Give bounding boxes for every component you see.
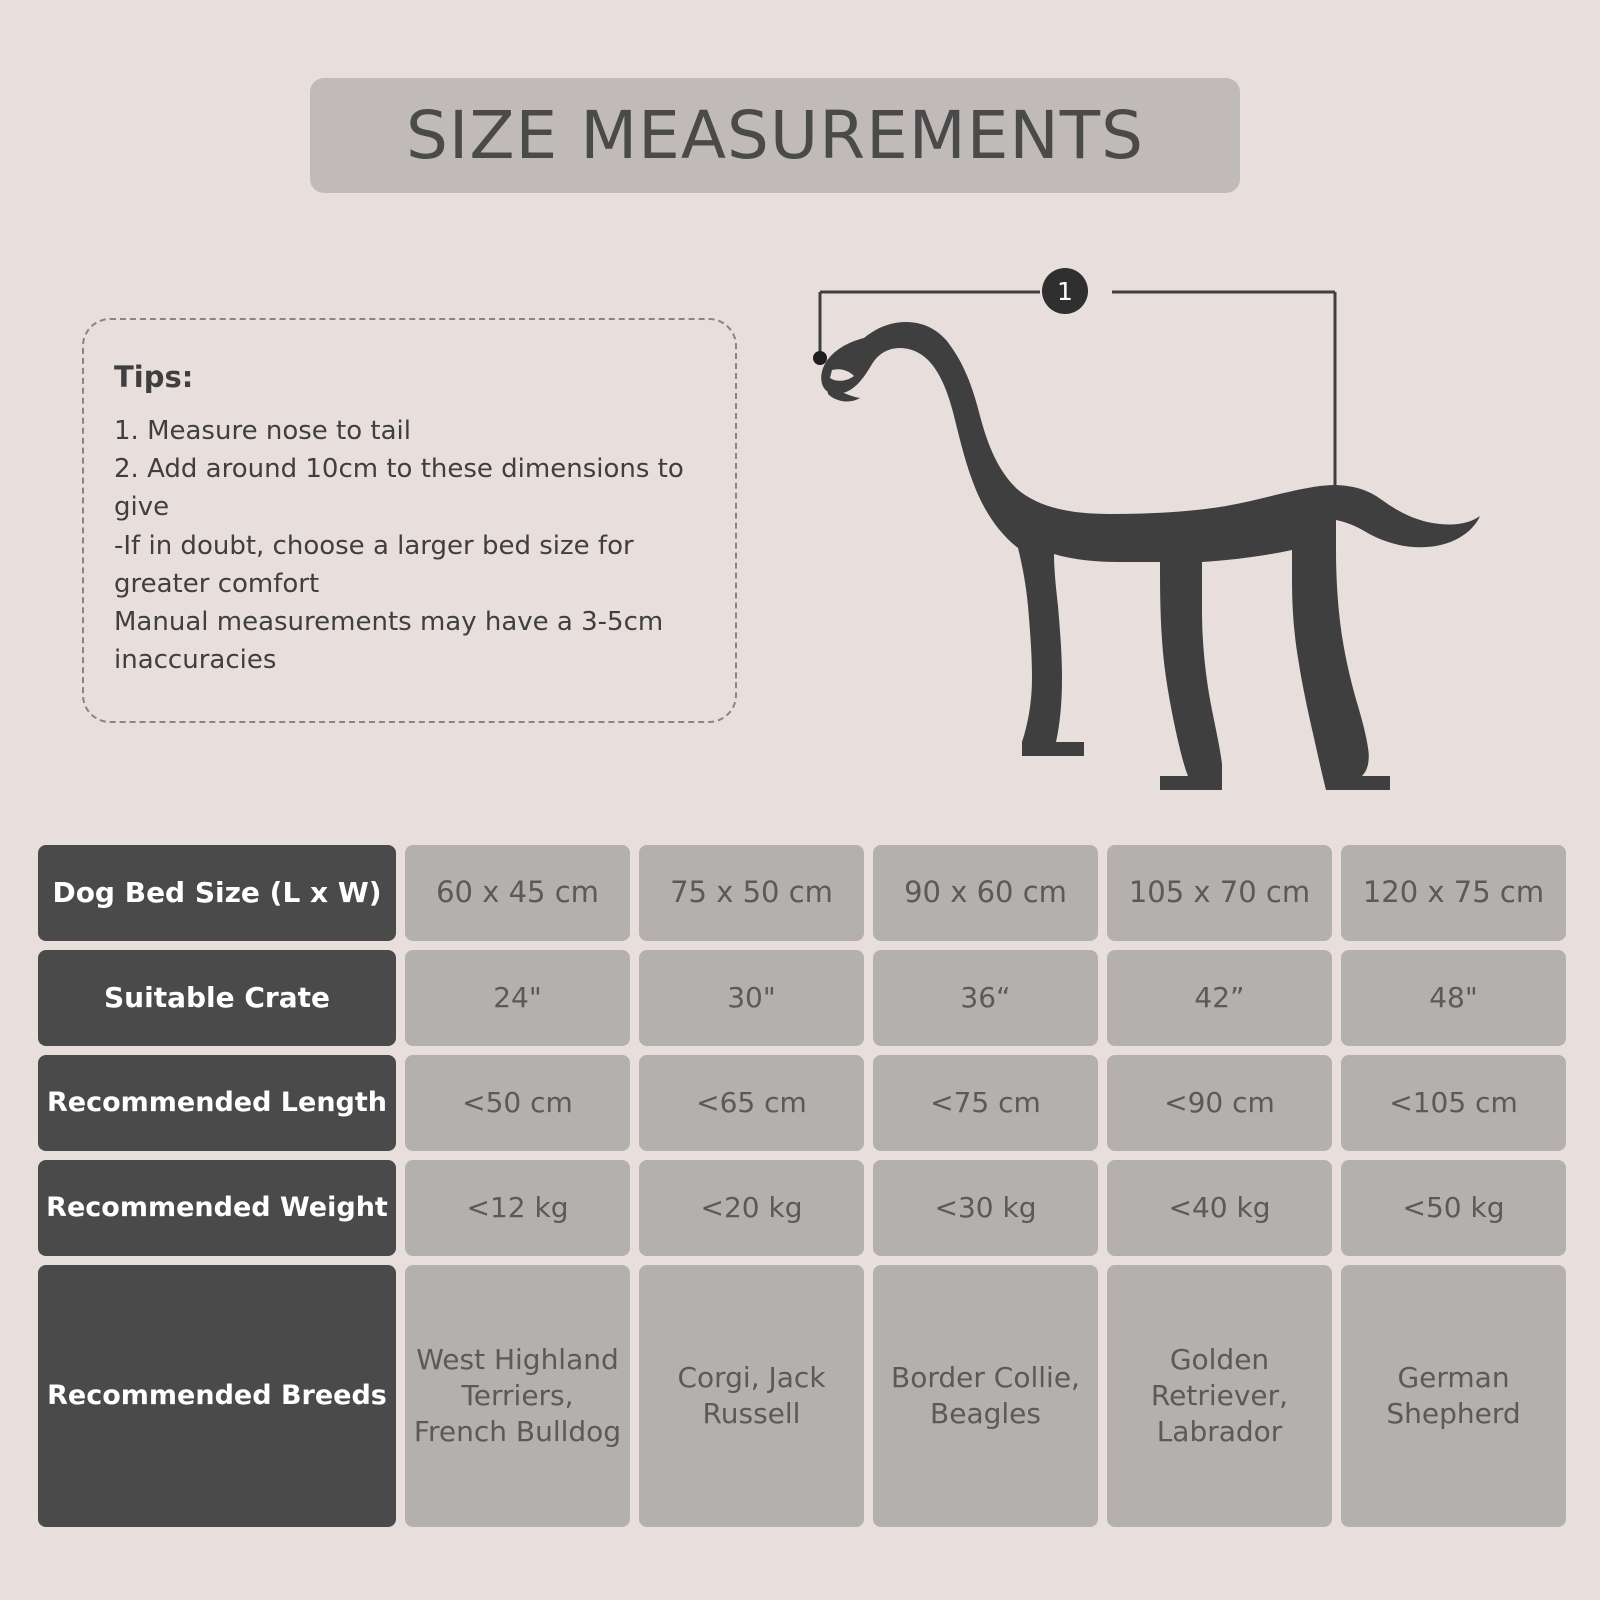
cell-bed-size-3: 90 x 60 cm [873, 845, 1098, 941]
cell-bed-size-2: 75 x 50 cm [639, 845, 864, 941]
cell-length-1: <50 cm [405, 1055, 630, 1151]
cell-weight-2: <20 kg [639, 1160, 864, 1256]
tips-line-3: -If in doubt, choose a larger bed size for greater comfort [114, 530, 634, 599]
dog-measurement-diagram [790, 250, 1530, 820]
table-row [38, 1265, 1566, 1527]
cell-length-3: <75 cm [873, 1055, 1098, 1151]
cell-bed-size-4: 105 x 70 cm [1107, 845, 1332, 941]
cell-crate-4: 42” [1107, 950, 1332, 1046]
cell-breeds-3: Border Collie, Beagles [873, 1265, 1098, 1527]
table-row [38, 1055, 1566, 1151]
tips-line-4: Manual measurements may have a 3-5cm inaccuracies [114, 607, 664, 676]
cell-bed-size-5: 120 x 75 cm [1341, 845, 1566, 941]
tips-heading: Tips: [114, 360, 194, 394]
cell-length-5: <105 cm [1341, 1055, 1566, 1151]
measurement-label-1: 1 [1042, 268, 1088, 314]
cell-crate-5: 48" [1341, 950, 1566, 1046]
cell-crate-3: 36“ [873, 950, 1098, 1046]
cell-crate-1: 24" [405, 950, 630, 1046]
cell-weight-1: <12 kg [405, 1160, 630, 1256]
table-row [38, 950, 1566, 1046]
cell-bed-size-1: 60 x 45 cm [405, 845, 630, 941]
row-header-suitable-crate: Suitable Crate [38, 950, 396, 1046]
page-title: SIZE MEASUREMENTS [405, 97, 1145, 174]
tips-line-2: 2. Add around 10cm to these dimensions to give [114, 454, 684, 523]
cell-weight-5: <50 kg [1341, 1160, 1566, 1256]
cell-breeds-4: Golden Retriever, Labrador [1107, 1265, 1332, 1527]
cell-weight-3: <30 kg [873, 1160, 1098, 1256]
cell-weight-4: <40 kg [1107, 1160, 1332, 1256]
cell-breeds-2: Corgi, Jack Russell [639, 1265, 864, 1527]
dog-silhouette-icon [790, 250, 1530, 820]
row-header-recommended-length: Recommended Length [38, 1055, 396, 1151]
cell-breeds-5: German Shepherd [1341, 1265, 1566, 1527]
page-title-banner [310, 78, 1240, 193]
row-header-recommended-breeds: Recommended Breeds [38, 1265, 396, 1527]
table-row [38, 845, 1566, 941]
cell-length-4: <90 cm [1107, 1055, 1332, 1151]
table-row [38, 1160, 1566, 1256]
size-table [38, 845, 1566, 1527]
cell-crate-2: 30" [639, 950, 864, 1046]
tips-panel [82, 318, 737, 723]
cell-breeds-1: West Highland Terriers, French Bulldog [405, 1265, 630, 1527]
row-header-bed-size: Dog Bed Size (L x W) [38, 845, 396, 941]
tips-line-1: 1. Measure nose to tail [114, 416, 411, 446]
cell-length-2: <65 cm [639, 1055, 864, 1151]
row-header-recommended-weight: Recommended Weight [38, 1160, 396, 1256]
